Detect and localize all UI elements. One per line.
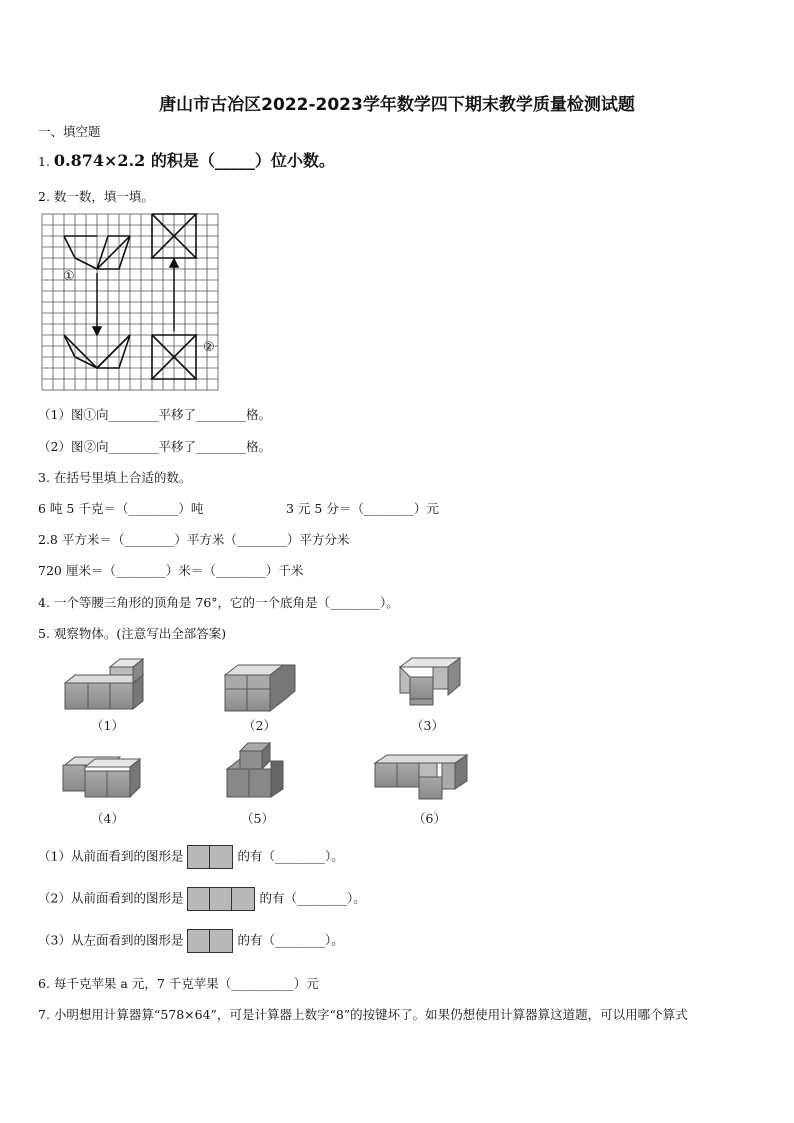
- cube-caption-4: （4）: [91, 811, 124, 826]
- question-3-line-1a: 6 吨 5 千克＝（________）吨: [38, 501, 204, 516]
- question-3-line-1b: 3 元 5 分＝（________）元: [286, 501, 439, 516]
- figure-label-2: ②: [203, 340, 215, 355]
- question-5-sub-3-prefix: （3）从左面看到的图形是: [38, 932, 184, 948]
- question-5-sub-3-suffix: 的有（________）。: [237, 932, 344, 948]
- question-3: [38, 468, 191, 486]
- question-text: 一个等腰三角形的顶角是 76°，它的一个底角是（________）。: [53, 595, 399, 610]
- question-4: [38, 593, 399, 611]
- figure-label-1: ①: [63, 269, 75, 284]
- question-number: 6.: [38, 976, 50, 991]
- question-number: 2.: [38, 189, 50, 204]
- question-7: [38, 1005, 688, 1023]
- question-number: 1.: [38, 154, 50, 169]
- question-number: 7.: [38, 1007, 50, 1022]
- cube-caption-6: （6）: [413, 811, 446, 826]
- translation-grid-figure: [41, 213, 221, 393]
- front-view-two-squares-icon: [187, 845, 233, 869]
- question-number: 4.: [38, 595, 50, 610]
- cube-figure-3: [400, 658, 460, 705]
- question-number: 5.: [38, 626, 50, 641]
- question-6: [38, 974, 319, 992]
- cube-figures: [55, 655, 485, 835]
- question-5-sub-2-prefix: （2）从前面看到的图形是: [38, 890, 184, 906]
- question-5-sub-1-suffix: 的有（________）。: [237, 848, 344, 864]
- question-2-sub-1: （1）图①向________平移了________格。: [38, 407, 271, 422]
- question-text: 小明想用计算器算“578×64”，可是计算器上数字“8”的按键坏了。如果仍想使用计算器算这道题，可以用哪个算式: [53, 1007, 688, 1022]
- section-heading: 一、填空题: [38, 124, 101, 139]
- cube-figure-5: [227, 743, 283, 797]
- cube-caption-1: （1）: [91, 718, 124, 733]
- question-5: [38, 624, 226, 642]
- page-title: 唐山市古冶区2022-2023学年数学四下期末教学质量检测试题: [159, 95, 635, 115]
- question-text: 在括号里填上合适的数。: [53, 470, 192, 485]
- question-5-sub-1-prefix: （1）从前面看到的图形是: [38, 848, 184, 864]
- left-view-two-squares-icon: [187, 929, 233, 953]
- question-5-sub-2: [38, 887, 366, 911]
- question-2-sub-2: （2）图②向________平移了________格。: [38, 439, 271, 454]
- question-text: 观察物体。(注意写出全部答案): [53, 626, 227, 641]
- question-number: 3.: [38, 470, 50, 485]
- question-text: 每千克苹果 a 元，7 千克苹果（__________）元: [53, 976, 319, 991]
- cube-figure-4: [63, 757, 140, 797]
- front-view-three-squares-icon: [187, 887, 255, 911]
- question-5-sub-1: [38, 845, 344, 869]
- cube-figure-1: [65, 659, 143, 709]
- question-5-sub-3: [38, 929, 344, 953]
- cube-caption-5: （5）: [241, 811, 274, 826]
- question-3-line-3: 720 厘米＝（________）米＝（________）千米: [38, 563, 304, 578]
- question-5-sub-2-suffix: 的有（________）。: [259, 890, 366, 906]
- question-text: 0.874×2.2 的积是（_____）位小数。: [53, 151, 335, 170]
- question-1: [38, 148, 335, 171]
- question-text: 数一数，填一填。: [53, 189, 154, 204]
- cube-caption-3: （3）: [411, 718, 444, 733]
- question-3-line-2: 2.8 平方米＝（________）平方米（________）平方分米: [38, 532, 350, 547]
- cube-figure-6: [375, 755, 467, 799]
- cube-caption-2: （2）: [243, 718, 276, 733]
- question-2: [38, 187, 154, 205]
- cube-figure-2: [225, 665, 295, 711]
